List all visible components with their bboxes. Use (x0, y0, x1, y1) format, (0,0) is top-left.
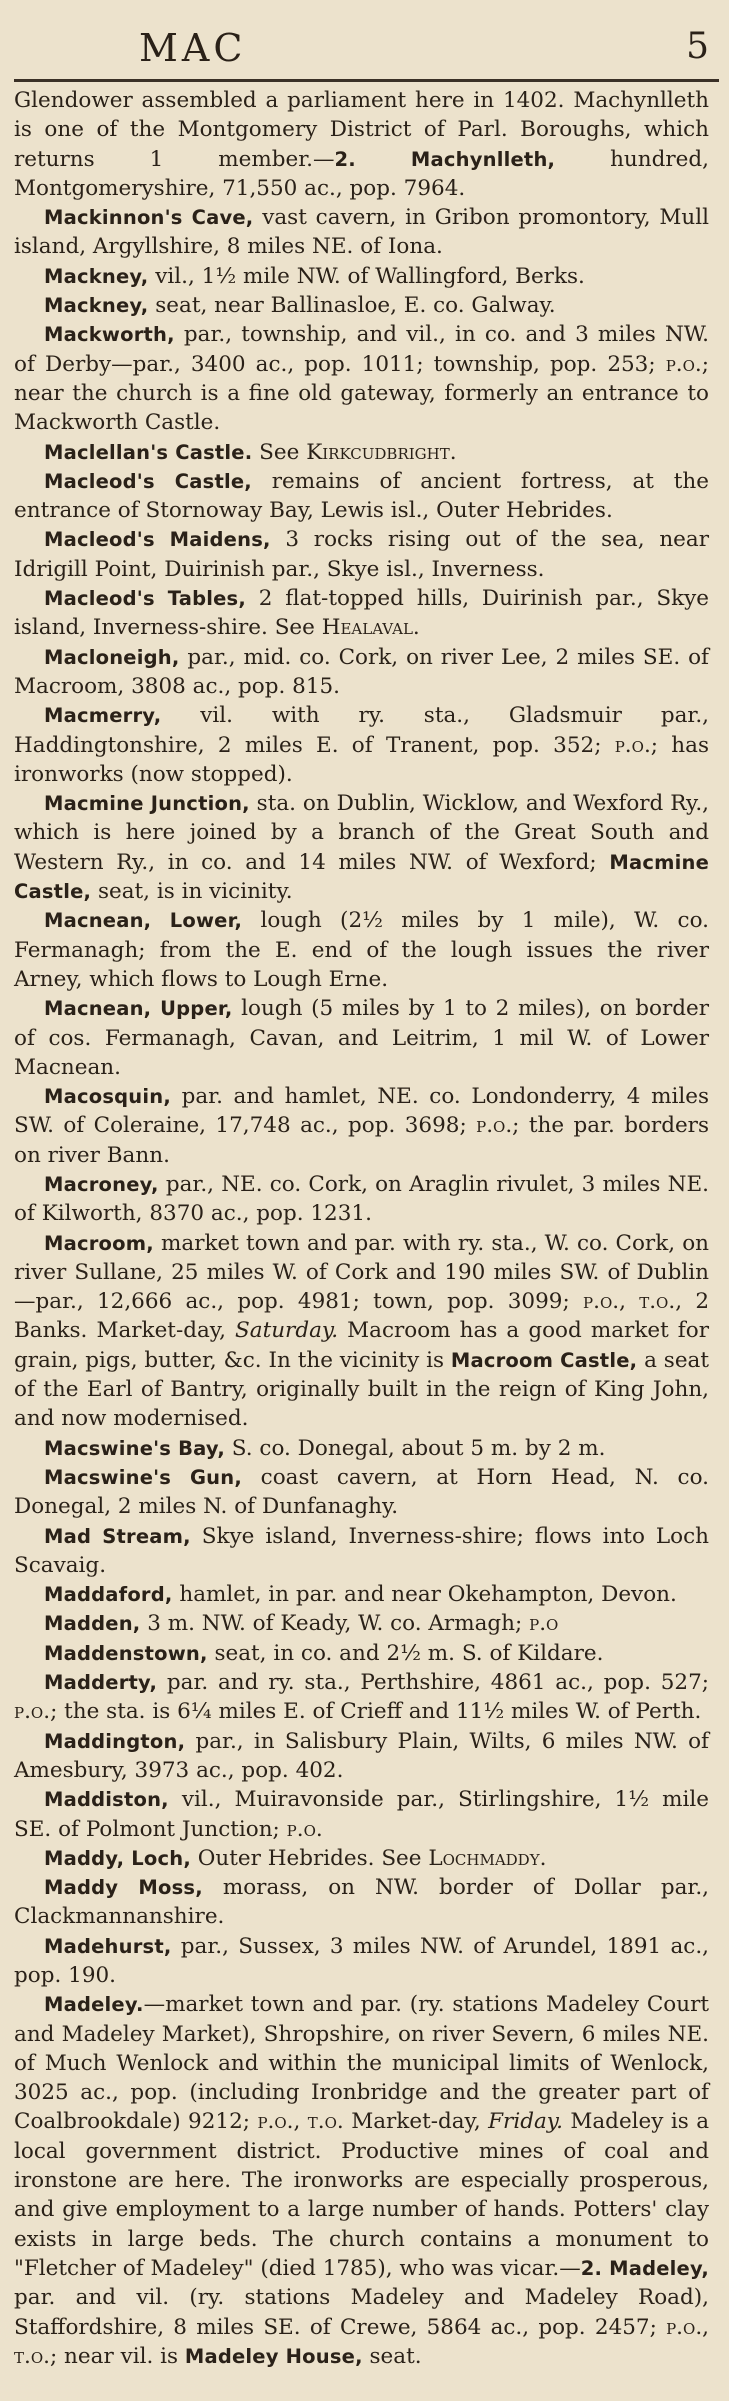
entry-text: a seat of the Earl of Bantry, originally built in the reign of King John, and now modernised. (14, 1347, 710, 1432)
entry-headword: Macroom Castle, (450, 1348, 638, 1372)
entry-text: seat, is in vicinity. (91, 879, 293, 905)
entry-headword: Macloneigh, (44, 645, 180, 669)
gazetteer-entry (14, 584, 709, 643)
entry-headword: Macroney, (44, 1172, 159, 1196)
entry-headword: Macmine Junction, (44, 792, 250, 816)
entry-text: sta. on Dublin, Wicklow, and Wexford Ry., which is here joined by a branch of the Great South and Western Ry., in co. and 14 miles NW. of Wexford; (14, 791, 709, 875)
gazetteer-entry (14, 1580, 709, 1609)
entry-text: Kirkcudbright (306, 439, 450, 465)
gazetteer-entry (14, 1932, 709, 1991)
entry-headword: Macroom, (44, 1231, 154, 1255)
entry-text: Saturday. (235, 1318, 339, 1344)
entry-headword: Madeley. (44, 1993, 144, 2017)
entry-text: ; the par. borders on river Bann. (14, 1113, 709, 1168)
entry-text: par., township, and vil., in co. and 3 miles NW. of Derby—par., 3400 ac., pop. 1011; township, pop. 253; (14, 322, 709, 377)
gazetteer-entry (14, 525, 709, 584)
entry-headword: Macleod's Maidens, (44, 528, 271, 552)
running-head: MAC (139, 26, 247, 70)
entry-headword: Maddy Moss, (44, 1876, 203, 1900)
entry-headword: Madderty, (44, 1671, 158, 1695)
entry-text: par. and vil. (ry. stations Madeley and Madeley Road), Staffordshire, 8 miles SE. of Crewe, 5864 ac., pop. 2457; (14, 2285, 709, 2340)
entry-headword: Macmerry, (44, 704, 162, 728)
gazetteer-entry (14, 1785, 709, 1844)
entry-headword: 2. Machynlleth, (334, 147, 556, 171)
entry-text: . (412, 615, 420, 641)
entry-text: Market-day, (343, 2109, 489, 2135)
page-number: 5 (686, 26, 709, 67)
entry-headword: Macswine's Gun, (44, 1465, 242, 1489)
gazetteer-entry (14, 1727, 709, 1786)
gazetteer-entry (14, 203, 709, 262)
entry-headword: Macosquin, (44, 1085, 171, 1109)
gazetteer-entry (14, 906, 709, 994)
entry-text: 3 m. NW. of Keady, W. co. Armagh; (140, 1611, 530, 1637)
entry-text: p.o. (14, 1699, 51, 1725)
entry-text: seat, near Ballinasloe, E. co. Galway. (148, 293, 556, 319)
entry-text: p.o. (665, 351, 702, 377)
entry-text: par., NE. co. Cork, on Araglin rivulet, 3 miles NE. of Kilworth, 8370 ac., pop. 1231. (14, 1171, 709, 1227)
entry-headword: Mackworth, (44, 323, 175, 347)
entry-text: Outer Hebrides. See (190, 1845, 429, 1871)
gazetteer-entry (14, 438, 709, 467)
entry-headword: Macleod's Castle, (44, 469, 252, 493)
entry-headword: Madeley House, (184, 2344, 363, 2368)
entry-text: vil., Muiravonside par., Stirlingshire, 1½ mile SE. of Polmont Junction; (14, 1787, 709, 1842)
entry-text: p.o., t.o. (14, 2314, 709, 2369)
entry-headword: Mad Stream, (44, 1524, 191, 1548)
entry-headword: Macmine Castle, (14, 850, 709, 904)
entry-headword: Madden, (44, 1612, 141, 1636)
gazetteer-entry (14, 701, 709, 789)
entry-text: p.o (529, 1611, 559, 1637)
gazetteer-entry (14, 1990, 709, 2371)
entries-column (14, 86, 709, 2371)
entry-text: ; has ironworks (now stopped). (14, 732, 709, 787)
entry-text: Friday. (488, 2109, 563, 2135)
entry-text: 2 flat-topped hills, Duirinish par., Skye island, Inverness-shire. See (14, 586, 710, 641)
entry-headword: Maddaford, (44, 1583, 173, 1607)
entry-headword: Mackney, (44, 294, 149, 318)
entry-text: . (539, 1845, 547, 1871)
gazetteer-entry (14, 1639, 709, 1668)
entry-text: remains of ancient fortress, at the entrance of Stornoway Bay, Lewis isl., Outer Hebrides. (14, 468, 709, 524)
entry-text: Lochmaddy (428, 1845, 540, 1871)
entry-text: p.o. (614, 732, 651, 758)
entry-headword: Maddington, (44, 1729, 186, 1753)
gazetteer-entry (14, 1463, 709, 1522)
entry-text: p.o. (476, 1113, 513, 1139)
entry-text: p.o., t.o. (583, 1289, 676, 1315)
entry-headword: Maddy, Loch, (44, 1846, 191, 1870)
entry-text: seat. (362, 2343, 422, 2369)
entry-text: vil., 1½ mile NW. of Wallingford, Berks. (148, 263, 585, 289)
gazetteer-entry (14, 1170, 709, 1229)
entry-text: Glendower assembled a parliament here in 1402. Machynlleth is one of the Montgomery District of Parl. Boroughs, which returns 1 member.— (14, 88, 709, 172)
entry-text: hamlet, in par. and near Okehampton, Devon. (172, 1582, 677, 1608)
entry-headword: Madehurst, (44, 1934, 172, 1958)
entry-text: ; near the church is a fine old gateway, formerly an entrance to Mackworth Castle. (14, 351, 709, 436)
entry-headword: Maddiston, (44, 1788, 169, 1812)
entry-text: . (449, 439, 457, 465)
entry-text: seat, in co. and 2½ m. S. of Kildare. (207, 1640, 604, 1666)
gazetteer-entry (14, 1844, 709, 1873)
entry-text: coast cavern, at Horn Head, N. co. Donegal, 2 miles N. of Dunfanaghy. (14, 1464, 709, 1520)
entry-text: ; near vil. is (49, 2343, 185, 2369)
gazetteer-entry (14, 789, 709, 906)
gazetteer-entry (14, 467, 709, 526)
entry-headword: Maddenstown, (44, 1641, 208, 1665)
entry-text: par. and ry. sta., Perthshire, 4861 ac., pop. 527; (157, 1670, 709, 1696)
gazetteer-entry (14, 994, 709, 1082)
gazetteer-entry (14, 291, 709, 320)
entry-headword: Macnean, Upper, (44, 997, 233, 1021)
entry-headword: Macswine's Bay, (44, 1436, 225, 1460)
entry-text: ; the sta. is 6¼ miles E. of Crieff and 11½ miles W. of Perth. (50, 1699, 702, 1725)
entry-text: hundred, Montgomeryshire, 71,550 ac., pop. 7964. (14, 146, 709, 201)
entry-text: lough (5 miles by 1 to 2 miles), on border of cos. Fermanagh, Cavan, and Leitrim, 1 mil W. of Lower Macnean. (14, 996, 709, 1080)
entry-text: Skye island, Inverness-shire; flows into Loch Scavaig. (14, 1523, 709, 1578)
entry-text: p.o., t.o. (257, 2109, 344, 2135)
entry-text: par. and hamlet, NE. co. Londonderry, 4 miles SW. of Coleraine, 17,748 ac., pop. 3698; (14, 1084, 709, 1139)
gazetteer-entry (14, 1873, 709, 1932)
gazetteer-entry (14, 643, 709, 702)
gazetteer-entry (14, 320, 709, 437)
gazetteer-entry (14, 86, 709, 203)
entry-headword: Macnean, Lower, (44, 909, 243, 933)
entry-text: market town and par. with ry. sta., W. co. Cork, on river Sullane, 25 miles W. of Cork and 190 miles SW. of Dublin—par., 12,666 ac., pop. 4981; town, pop. 3099; (14, 1230, 709, 1315)
entry-text: par., Sussex, 3 miles NW. of Arundel, 1891 ac., pop. 190. (14, 1933, 709, 1988)
gazetteer-entry (14, 1229, 709, 1434)
entry-text: , 2 Banks. Market-day, (14, 1289, 709, 1344)
entry-text: par., in Salisbury Plain, Wilts, 6 miles NW. of Amesbury, 3973 ac., pop. 402. (14, 1728, 709, 1783)
entry-text: p.o. (286, 1816, 323, 1842)
entry-text: See (252, 439, 307, 465)
gazetteer-entry (14, 1434, 709, 1463)
gazetteer-entry (14, 1609, 709, 1638)
entry-text: S. co. Donegal, about 5 m. by 2 m. (224, 1435, 606, 1461)
entry-text: Madeley is a local government district. Productive mines of coal and ironstone are here. The ironworks are especially prosperous, and give employment to a large number of hands. Potters' clay exists in large beds. The church contains a monument to "Fletcher of Madeley" (died 1785), who was vicar.— (14, 2109, 710, 2281)
entry-text: 3 rocks rising out of the sea, near Idrigill Point, Duirinish par., Skye isl., Inverness. (14, 527, 709, 582)
gazetteer-entry (14, 1668, 709, 1727)
entry-text: lough (2½ miles by 1 mile), W. co. Fermanagh; from the E. end of the lough issues the river Arney, which flows to Lough Erne. (14, 908, 709, 992)
gazetteer-entry (14, 1082, 709, 1170)
entry-headword: 2. Madeley, (580, 2256, 709, 2280)
entry-headword: Macleod's Tables, (44, 587, 246, 611)
gazetteer-entry (14, 1522, 709, 1581)
entry-text: —market town and par. (ry. stations Madeley Court and Madeley Market), Shropshire, on river Severn, 6 miles NE. of Much Wenlock and within the municipal limits of Wenlock, 3025 ac., pop. (including Ironbridge and the greater part of Coalbrookdale) 9212; (14, 1992, 709, 2135)
entry-text: par., mid. co. Cork, on river Lee, 2 miles SE. of Macroom, 3808 ac., pop. 815. (14, 644, 709, 699)
page-header (14, 0, 709, 86)
entry-text: Healaval (321, 615, 413, 641)
entry-text: vil. with ry. sta., Gladsmuir par., Haddingtonshire, 2 miles E. of Tranent, pop. 352; (14, 703, 709, 758)
entry-text: vast cavern, in Gribon promontory, Mull island, Argyllshire, 8 miles NE. of Iona. (14, 205, 709, 260)
entry-text: Macroom has a good market for grain, pigs, butter, &c. In the vicinity is (14, 1318, 709, 1373)
entry-headword: Mackinnon's Cave, (44, 206, 254, 230)
gazetteer-entry (14, 262, 709, 291)
entry-headword: Mackney, (44, 264, 149, 288)
entry-text: morass, on NW. border of Dollar par., Clackmannanshire. (14, 1875, 709, 1930)
header-rule (14, 79, 719, 82)
entry-headword: Maclellan's Castle. (44, 440, 253, 464)
